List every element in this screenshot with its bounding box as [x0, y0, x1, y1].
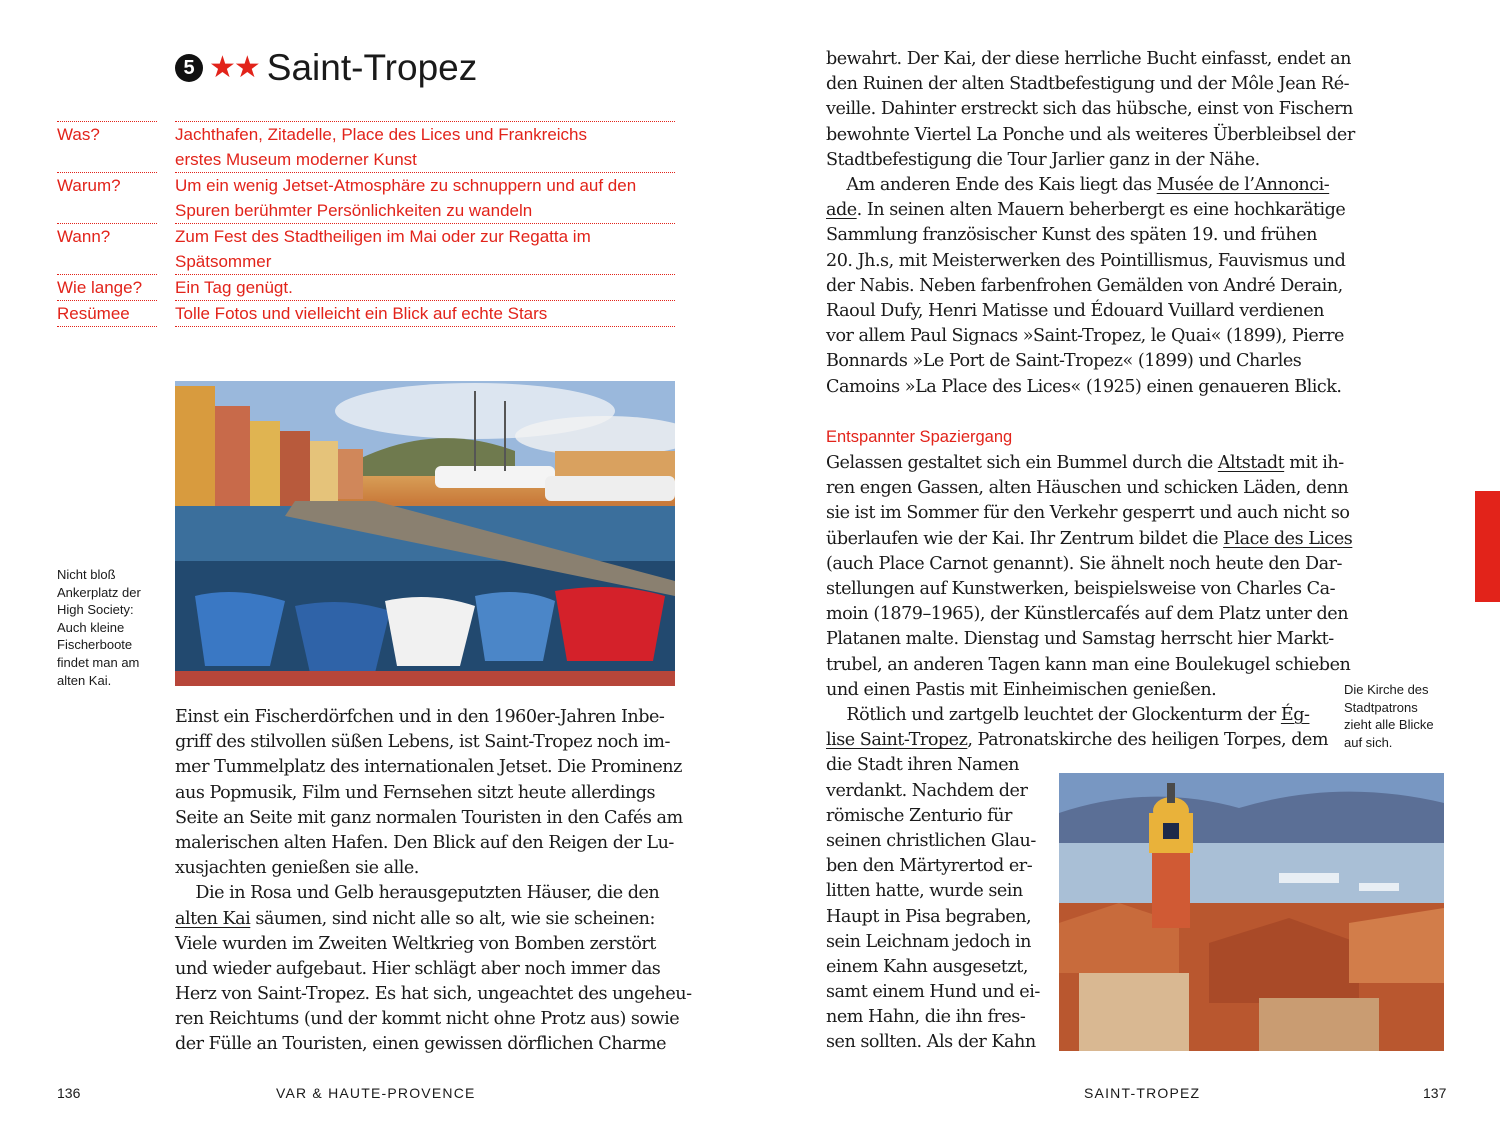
- text-line: und wieder aufgebaut. Hier schlägt aber noch immer das: [175, 958, 661, 979]
- text-line: der Fülle an Touristen, einen gewissen dörflichen Charme: [175, 1034, 667, 1055]
- text-line: aus Popmusik, Film und Fernsehen sitzt heute allerdings: [175, 782, 656, 803]
- text-run: Rötlich und zartgelb leuchtet der Glockenturm der: [826, 705, 1281, 725]
- info-value: [175, 172, 675, 223]
- text-run: Gelassen gestaltet sich ein Bummel durch die: [826, 453, 1218, 473]
- text-run: überlaufen wie der Kai. Ihr Zentrum bildet die: [826, 528, 1224, 549]
- text-line: 20. Jh.s, mit Meisterwerken des Pointillismus, Fauvismus und: [826, 250, 1346, 271]
- info-table: [57, 121, 675, 327]
- text-line: moin (1879–1965), der Künstlercafés auf dem Platz unter den: [826, 604, 1349, 625]
- info-value-line: erstes Museum moderner Kunst: [175, 150, 417, 169]
- text-line: Viele wurden im Zweiten Weltkrieg von Bomben zerstört: [175, 933, 656, 954]
- running-head-right: SAINT-TROPEZ: [1084, 1085, 1201, 1101]
- info-value-line: Tolle Fotos und vielleicht ein Blick auf echte Stars: [175, 304, 548, 323]
- page-number-right: 137: [1423, 1085, 1447, 1101]
- info-value: [175, 223, 675, 274]
- text-line: veille. Dahinter erstreckt sich das hübsche, einst von Fischern: [826, 99, 1353, 120]
- link-eglise-saint-tropez[interactable]: Ég-: [1280, 705, 1310, 725]
- rating-stars-icon: ★★: [209, 50, 259, 85]
- link-musee-annonciade-cont[interactable]: ade: [826, 200, 857, 221]
- text-line: trubel, an anderen Tagen kann man eine Boulekugel schieben: [826, 654, 1351, 675]
- left-body-text: [175, 705, 692, 1058]
- text-line: sein Leichnam jedoch in: [826, 931, 1031, 952]
- harbor-photo: [175, 381, 675, 686]
- info-label: Wie lange?: [57, 274, 157, 300]
- running-head-left: VAR & HAUTE-PROVENCE: [276, 1085, 476, 1101]
- text-line: bewahrt. Der Kai, der diese herrliche Bucht einfasst, endet an: [826, 49, 1351, 69]
- right-para-museum: [826, 173, 1345, 400]
- info-value-line: Spuren berühmter Persönlichkeiten zu wandeln: [175, 201, 533, 220]
- caption-line: auf sich.: [1344, 734, 1393, 750]
- text-run: mit ih-: [1284, 453, 1344, 473]
- text-line: nem Hahn, die ihn fres-: [826, 1007, 1026, 1028]
- link-place-des-lices[interactable]: Place des Lices: [1223, 528, 1353, 549]
- text-line: Seite an Seite mit ganz normalen Touristen in den Cafés am: [175, 807, 683, 828]
- text-run: säumen, sind nicht alle so alt, wie sie scheinen:: [250, 908, 655, 929]
- info-label: Warum?: [57, 172, 157, 223]
- chapter-thumb-tab: [1475, 491, 1500, 602]
- text-line: litten hatte, wurde sein: [826, 881, 1023, 902]
- info-label: Was?: [57, 121, 157, 172]
- info-label: Wann?: [57, 223, 157, 274]
- info-value: [175, 274, 675, 300]
- link-altstadt[interactable]: Altstadt: [1217, 453, 1285, 473]
- caption-line: Nicht bloß: [57, 567, 116, 582]
- info-value-line: Zum Fest des Stadtheiligen im Mai oder zur Regatta im: [175, 227, 591, 246]
- text-line: ren Reichtums (und der kommt nicht ohne Protz aus) sowie: [175, 1009, 680, 1030]
- text-line: seinen christlichen Glau-: [826, 830, 1036, 851]
- text-line: malerischen alten Hafen. Den Blick auf den Reigen der Lu-: [175, 832, 674, 853]
- section-title-row: [175, 44, 477, 92]
- right-body-top: [826, 47, 1355, 173]
- text-line: [175, 907, 692, 932]
- caption-line: Die Kirche des: [1344, 682, 1429, 697]
- subheading: Entspannter Spaziergang: [826, 428, 1013, 446]
- caption-line: Ankerplatz der: [57, 584, 141, 600]
- church-photo: [1059, 773, 1444, 1051]
- caption-line: Fischerboote: [57, 637, 133, 653]
- text-line: vor allem Paul Signacs »Saint-Tropez, le Quai« (1899), Pierre: [826, 326, 1344, 347]
- text-line: Raoul Dufy, Henri Matisse und Édouard Vuillard verdienen: [826, 300, 1324, 321]
- info-value-line: Ein Tag genügt.: [175, 278, 293, 297]
- text-line: ben den Märtyrertod er-: [826, 856, 1033, 877]
- text-line: Die in Rosa und Gelb herausgeputzten Häuser, die den: [175, 883, 660, 904]
- sight-number-badge: 5: [175, 54, 203, 82]
- text-run: . In seinen alten Mauern beherbergt es eine hochkarätige: [856, 200, 1346, 221]
- caption-line: High Society:: [57, 602, 134, 618]
- info-row: [57, 223, 675, 274]
- text-line: Einst ein Fischerdörfchen und in den 1960er-Jahren Inbe-: [175, 707, 665, 727]
- text-line: xusjachten genießen sie alle.: [175, 858, 419, 879]
- text-line: bewohnte Viertel La Ponche und als weiteres Überbleibsel der: [826, 124, 1355, 145]
- info-value: [175, 121, 675, 172]
- info-label: Resümee: [57, 300, 157, 327]
- text-line: verdankt. Nachdem der: [826, 780, 1028, 801]
- text-line: Haupt in Pisa begraben,: [826, 906, 1032, 927]
- right-para-altstadt: [826, 451, 1352, 703]
- text-line: griff des stilvollen süßen Lebens, ist Saint-Tropez noch im-: [175, 732, 670, 753]
- harbor-photo-caption: [57, 566, 141, 689]
- text-line: und einen Pastis mit Einheimischen genießen.: [826, 679, 1217, 700]
- text-line: Camoins »La Place des Lices« (1925) einen genaueren Blick.: [826, 376, 1342, 397]
- caption-line: zieht alle Blicke: [1344, 717, 1434, 733]
- text-line: Sammlung französischer Kunst des späten 19. und frühen: [826, 225, 1317, 246]
- link-musee-annonciade[interactable]: Musée de l’Annonci-: [1156, 175, 1330, 195]
- page-number-left: 136: [57, 1085, 81, 1101]
- link-alten-kai[interactable]: alten Kai: [175, 908, 251, 929]
- info-value-line: Um ein wenig Jetset-Atmosphäre zu schnuppern und auf den: [175, 176, 637, 195]
- text-run: Am anderen Ende des Kais liegt das: [826, 175, 1157, 195]
- caption-line: Stadtpatrons: [1344, 699, 1418, 715]
- info-row: [57, 300, 675, 327]
- caption-line: findet man am: [57, 654, 140, 670]
- text-line: Bonnards »Le Port de Saint-Tropez« (1899) und Charles: [826, 351, 1302, 372]
- text-line: sen sollten. Als der Kahn: [826, 1032, 1036, 1053]
- text-line: die Stadt ihren Namen: [826, 755, 1019, 776]
- info-row: [57, 121, 675, 172]
- caption-line: Auch kleine: [57, 619, 125, 635]
- caption-line: alten Kai.: [57, 672, 112, 688]
- text-line: ren engen Gassen, alten Häuschen und schicken Läden, denn: [826, 478, 1349, 499]
- text-run: , Patronatskirche des heiligen Torpes, dem: [967, 730, 1329, 751]
- info-row: [57, 172, 675, 223]
- info-value-line: Spätsommer: [175, 252, 272, 271]
- link-eglise-saint-tropez-cont[interactable]: lise Saint-Tropez: [826, 730, 968, 751]
- church-photo-caption: [1344, 681, 1434, 751]
- info-row: [57, 274, 675, 300]
- text-line: samt einem Hund und ei-: [826, 982, 1040, 1003]
- text-line: sie ist im Sommer für den Verkehr gesperrt und auch nicht so: [826, 503, 1350, 524]
- text-line: römische Zenturio für: [826, 805, 1012, 826]
- text-line: einem Kahn ausgesetzt,: [826, 956, 1028, 977]
- text-line: stellungen auf Kunstwerken, beispielsweise von Charles Ca-: [826, 578, 1336, 599]
- info-value: [175, 300, 675, 327]
- text-line: mer Tummelplatz des internationalen Jetset. Die Prominenz: [175, 757, 682, 778]
- text-line: Platanen malte. Dienstag und Samstag herrscht hier Markt-: [826, 629, 1334, 650]
- text-line: der Nabis. Neben farbenfrohen Gemälden von André Derain,: [826, 275, 1343, 296]
- text-line: Herz von Saint-Tropez. Es hat sich, ungeachtet des ungeheu-: [175, 984, 692, 1005]
- text-line: (auch Place Carnot genannt). Sie ähnelt noch heute den Dar-: [826, 553, 1342, 574]
- page-title: Saint-Tropez: [266, 47, 478, 88]
- info-value-line: Jachthafen, Zitadelle, Place des Lices und Frankreichs: [175, 125, 588, 144]
- text-line: Stadtbefestigung die Tour Jarlier ganz in der Nähe.: [826, 149, 1260, 170]
- text-line: den Ruinen der alten Stadtbefestigung und der Môle Jean Ré-: [826, 74, 1350, 95]
